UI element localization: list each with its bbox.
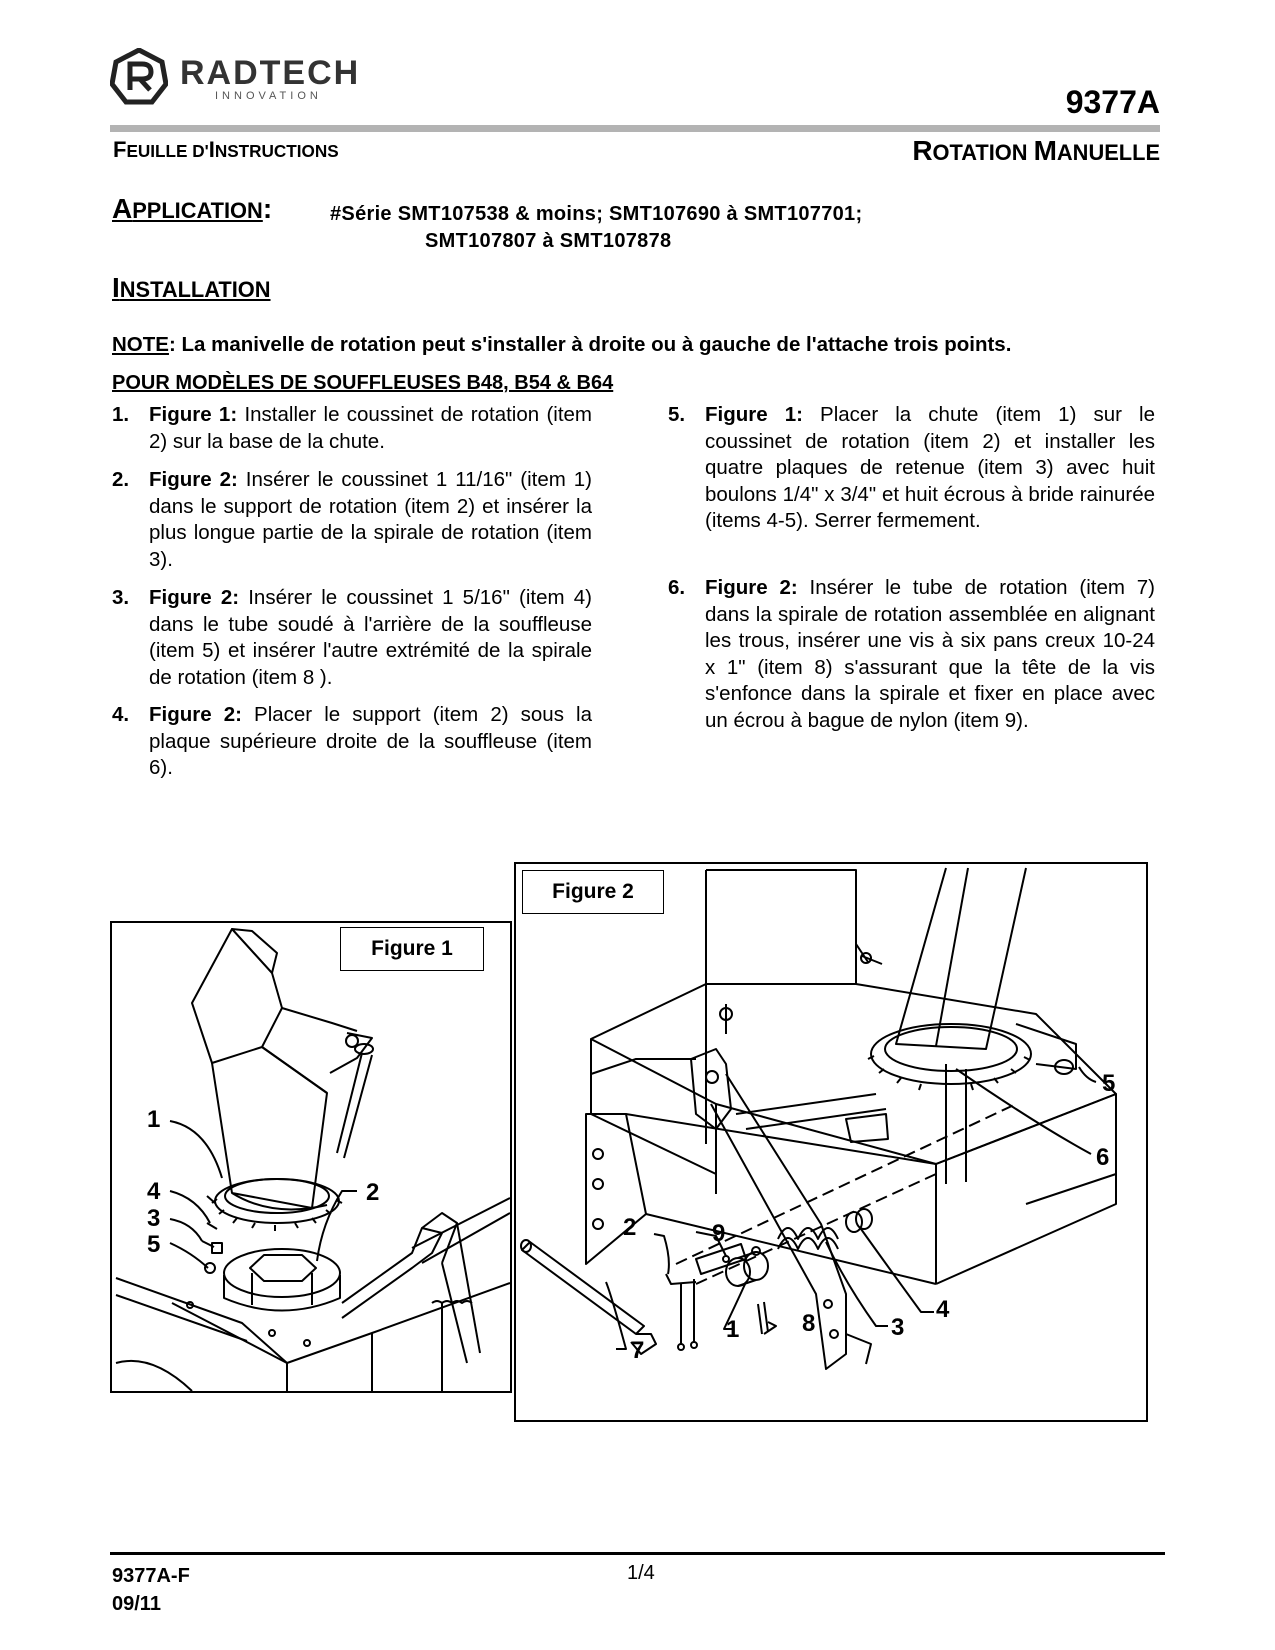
step-number: 4. bbox=[112, 703, 130, 726]
footer-date: 09/11 bbox=[112, 1593, 161, 1615]
figure-2-callout-8: 8 bbox=[802, 1310, 816, 1337]
step-2 bbox=[112, 467, 592, 577]
step-figure-ref: Figure 2: bbox=[149, 586, 240, 609]
figure-2-callout-5: 5 bbox=[1102, 1070, 1116, 1097]
page-number: 1/4 bbox=[627, 1562, 655, 1584]
document-number: 9377A bbox=[1065, 84, 1160, 120]
step-figure-ref: Figure 2: bbox=[149, 703, 242, 726]
sheet-title-nstructions: NSTRUCTIONS bbox=[214, 141, 339, 161]
step-4 bbox=[112, 702, 592, 787]
figure-2-callout-6: 6 bbox=[1096, 1144, 1110, 1171]
step-figure-ref: Figure 1: bbox=[705, 403, 803, 426]
figure-1-callout-3: 3 bbox=[147, 1205, 161, 1232]
step-number: 1. bbox=[112, 403, 130, 426]
figure-2 bbox=[514, 862, 1148, 1422]
figure-1 bbox=[110, 921, 512, 1393]
figure-2-callout-9: 9 bbox=[712, 1220, 726, 1247]
step-number: 5. bbox=[668, 403, 686, 426]
figure-2-callout-1: 1 bbox=[726, 1316, 740, 1343]
sheet-title-i: I bbox=[208, 137, 215, 162]
brand-name: RADTECH bbox=[180, 54, 361, 92]
step-text: Installer le coussinet de rotation (item 2) sur la base de la chute. bbox=[149, 403, 592, 453]
product-title bbox=[912, 135, 1160, 167]
figure-2-callout-7: 7 bbox=[631, 1337, 645, 1364]
figure-1-callout-2: 2 bbox=[366, 1179, 380, 1206]
step-6 bbox=[668, 575, 1158, 765]
header-rule bbox=[110, 125, 1160, 132]
product-title-otation: OTATION bbox=[932, 140, 1034, 165]
note-label: NOTE bbox=[112, 333, 169, 356]
step-text: Insérer le coussinet 1 5/16" (item 4) dans le tube soudé à l'arrière de la souffleuse (item 5) et insérer l'autre extrémité de la spirale de rotation (item 8 ). bbox=[149, 586, 592, 689]
step-3 bbox=[112, 585, 592, 695]
footer-rule bbox=[110, 1552, 1165, 1555]
step-number: 2. bbox=[112, 468, 130, 491]
step-text: Placer la chute (item 1) sur le coussinet de rotation (item 2) et installer les quatre plaques de retenue (item 3) avec huit boulons 1/4" x 3/4" et huit écrous à bride rainurée (items 4-5). Serrer fermement. bbox=[705, 403, 1155, 532]
figure-1-callout-1: 1 bbox=[147, 1106, 161, 1133]
figure-2-label: Figure 2 bbox=[522, 870, 664, 914]
step-text: Placer le support (item 2) sous la plaque supérieure droite de la souffleuse (item 6). bbox=[149, 703, 592, 779]
step-text: Insérer le coussinet 1 11/16" (item 1) dans le support de rotation (item 2) et insérer la plus longue partie de la spirale de rotation (item 3). bbox=[149, 468, 592, 571]
figure-2-callout-3: 3 bbox=[891, 1314, 905, 1341]
figure-2-callout-2: 2 bbox=[623, 1214, 637, 1241]
step-figure-ref: Figure 2: bbox=[149, 468, 238, 491]
step-figure-ref: Figure 1: bbox=[149, 403, 238, 426]
sheet-title-f: F bbox=[113, 137, 127, 162]
figure-2-drawing bbox=[516, 864, 1146, 1420]
application-serials-line1: #Série SMT107538 & moins; SMT107690 à SMT107701; bbox=[330, 203, 863, 225]
note-text: : La manivelle de rotation peut s'installer à droite ou à gauche de l'attache trois points. bbox=[168, 333, 1012, 356]
sheet-title-euille: EUILLE D' bbox=[126, 141, 209, 161]
step-number: 3. bbox=[112, 586, 130, 609]
step-figure-ref: Figure 2: bbox=[705, 576, 798, 599]
footer-doc-code: 9377A-F bbox=[112, 1565, 190, 1587]
step-5 bbox=[668, 402, 1158, 552]
figure-1-drawing bbox=[112, 923, 510, 1391]
figure-1-callout-5: 5 bbox=[147, 1231, 161, 1258]
footer-doc-info bbox=[112, 1562, 190, 1618]
figure-1-callout-4: 4 bbox=[147, 1178, 161, 1205]
application-rest: PPLICATION bbox=[132, 198, 263, 223]
application-heading bbox=[112, 193, 272, 225]
application-a: A bbox=[112, 193, 133, 224]
installation-rest: NSTALLATION bbox=[119, 277, 271, 302]
figure-1-label: Figure 1 bbox=[340, 927, 484, 971]
installation-i: I bbox=[112, 272, 120, 303]
step-number: 6. bbox=[668, 576, 686, 599]
figure-2-callout-4: 4 bbox=[936, 1296, 950, 1323]
product-title-m: M bbox=[1033, 135, 1057, 166]
step-1 bbox=[112, 402, 592, 462]
step-text: Insérer le tube de rotation (item 7) dans la spirale de rotation assemblée en alignant les trous, insérer une vis à six pans creux 10-24 x 1" (item 8) s'assurant que la tête de la vis s'enfonce dans la spirale et fixer en place avec un écrou à bague de nylon (item 9). bbox=[705, 576, 1155, 732]
sheet-title bbox=[113, 137, 339, 163]
application-colon: : bbox=[262, 193, 273, 224]
application-serials-line2: SMT107807 à SMT107878 bbox=[425, 230, 672, 252]
radtech-logo-icon bbox=[110, 48, 168, 106]
product-title-r: R bbox=[912, 135, 933, 166]
installation-note bbox=[112, 333, 1011, 357]
brand-subtitle: INNOVATION bbox=[215, 90, 322, 102]
models-heading: POUR MODÈLES DE SOUFFLEUSES B48, B54 & B64 bbox=[112, 372, 614, 394]
installation-heading bbox=[112, 272, 271, 304]
product-title-anuelle: ANUELLE bbox=[1056, 140, 1160, 165]
